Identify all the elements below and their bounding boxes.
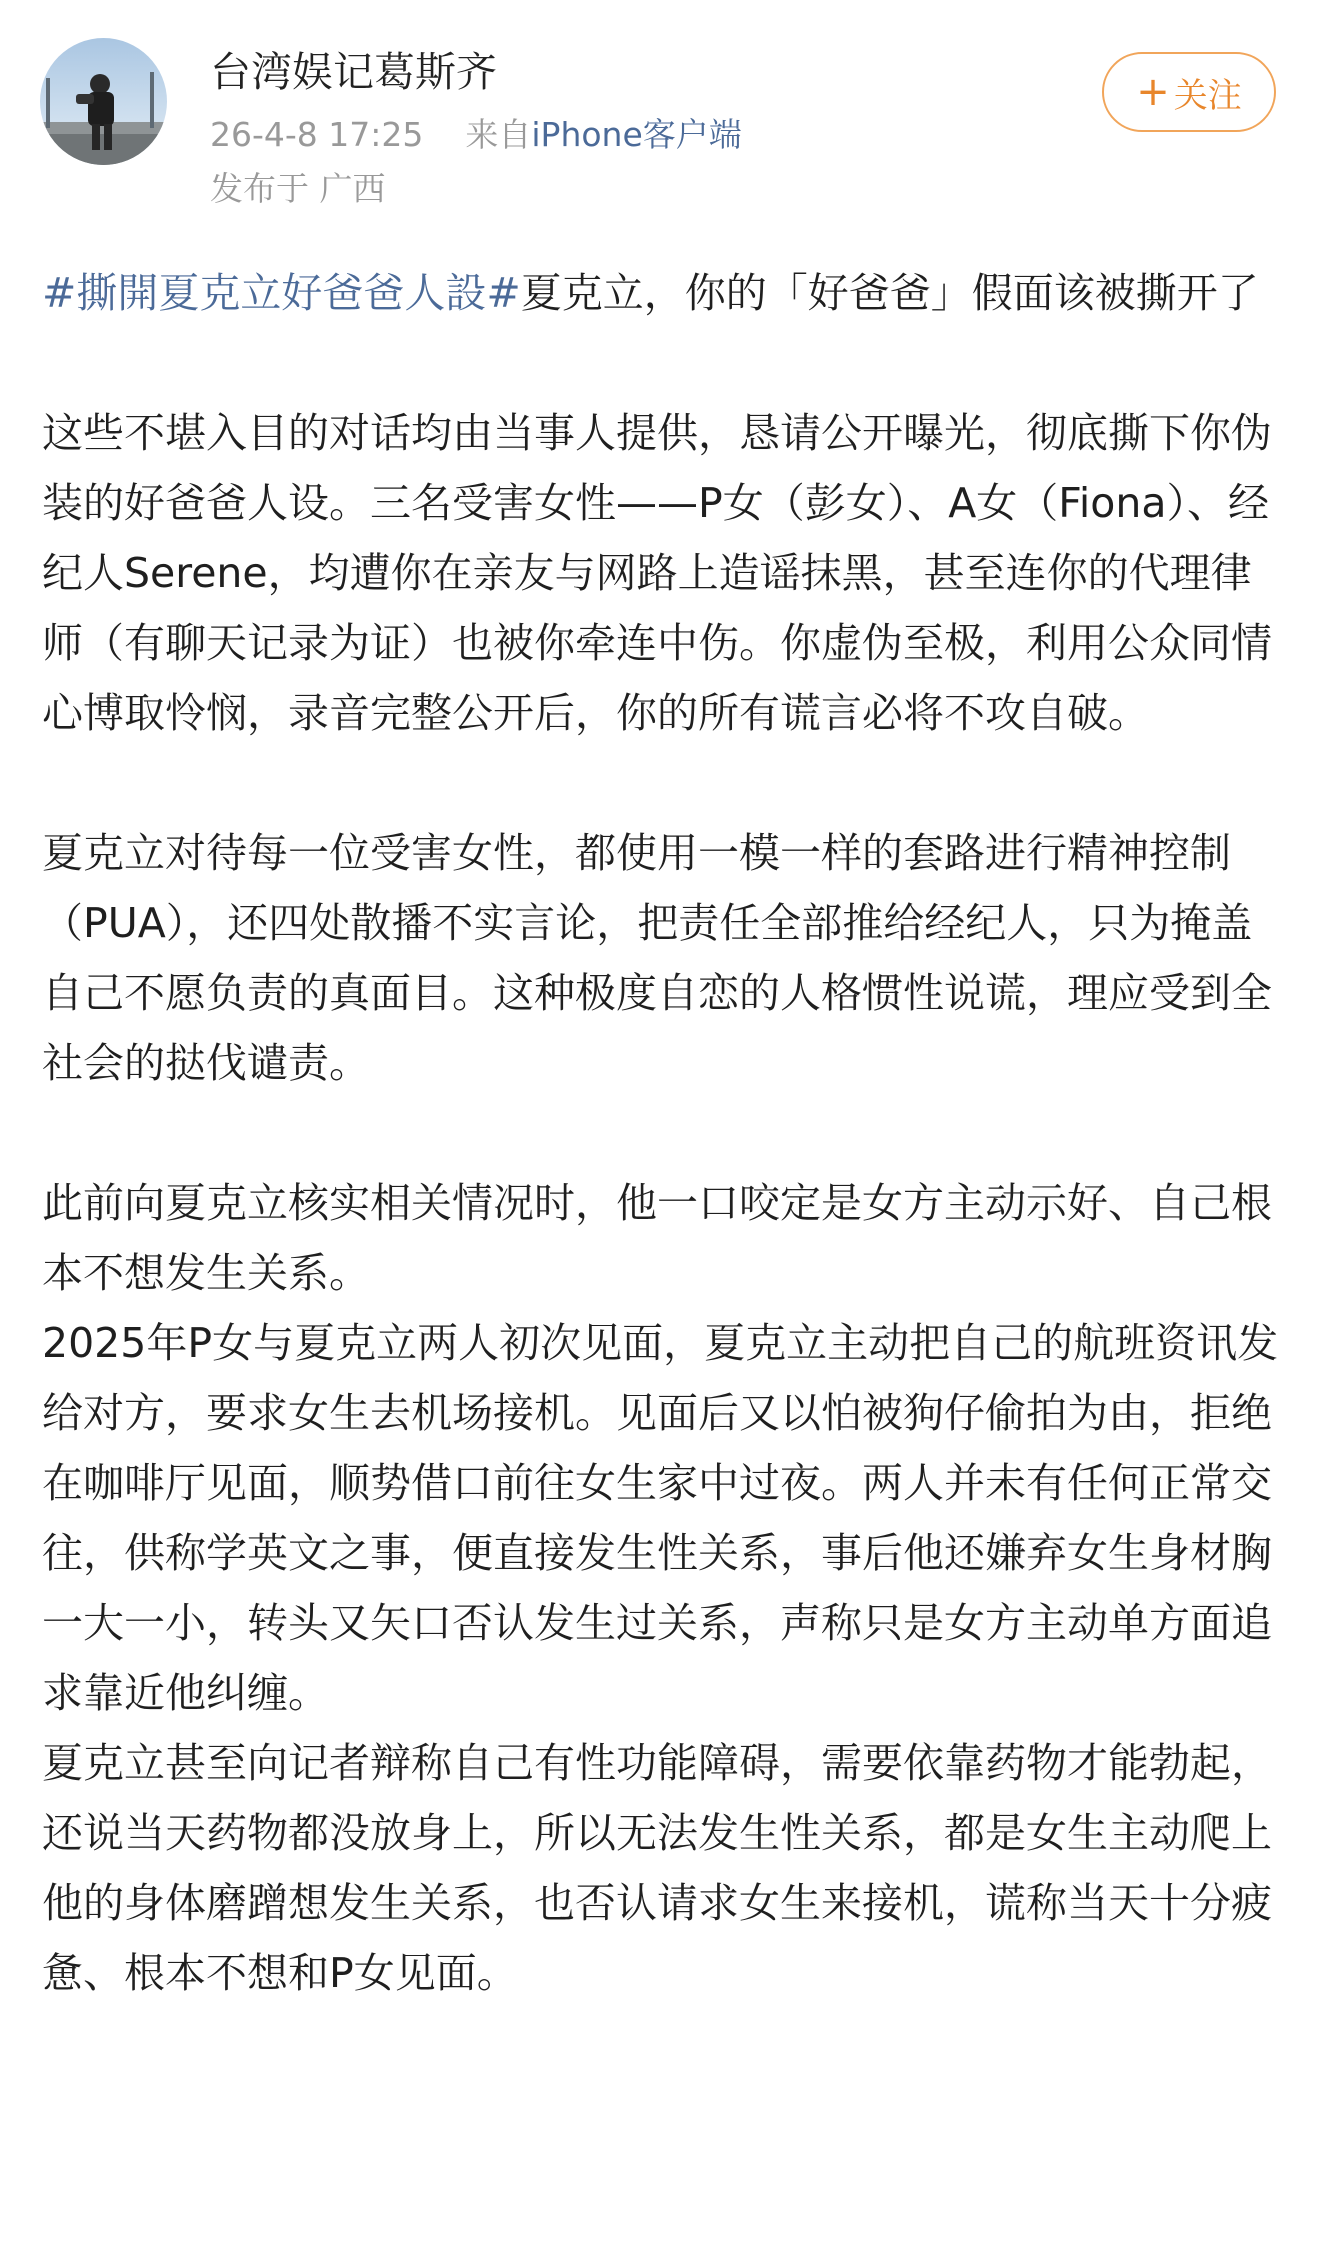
hashtag-link[interactable]: #撕開夏克立好爸爸人設#: [42, 269, 521, 317]
follow-button[interactable]: [1102, 52, 1276, 132]
source-link[interactable]: iPhone客户端: [531, 115, 742, 154]
post-paragraph: 此前向夏克立核实相关情况时，他一口咬定是女方主动示好、自己根本不想发生关系。: [42, 1179, 1272, 1297]
plus-icon: +: [1136, 69, 1170, 115]
post-title: [42, 258, 1282, 328]
post-paragraph: 夏克立对待每一位受害女性，都使用一模一样的套路进行精神控制（PUA），还四处散播不实言论，把责任全部推给经纪人，只为掩盖自己不愿负责的真面目。这种极度自恋的人格惯性说谎，理应受到全社会的挞伐谴责。: [42, 829, 1272, 1087]
post-paragraph: 2025年P女与夏克立两人初次见面，夏克立主动把自己的航班资讯发给对方，要求女生去机场接机。见面后又以怕被狗仔偷拍为由，拒绝在咖啡厅见面，顺势借口前往女生家中过夜。两人并未有任何正常交往，供称学英文之事，便直接发生性关系，事后他还嫌弃女生身材胸一大一小，转头又矢口否认发生过关系，声称只是女方主动单方面追求靠近他纠缠。: [42, 1319, 1279, 1717]
post-header: [0, 0, 1320, 220]
post-location: 发布于 广西: [210, 169, 386, 208]
username[interactable]: 台湾娱记葛斯齐: [210, 48, 497, 96]
source-prefix: 来自: [465, 115, 532, 154]
post-timestamp: 26-4-8 17:25: [210, 115, 424, 154]
avatar[interactable]: [40, 38, 167, 165]
follow-button-label: 关注: [1173, 75, 1242, 116]
post-body: [42, 258, 1282, 2008]
post-paragraph: 夏克立甚至向记者辩称自己有性功能障碍，需要依靠药物才能勃起，还说当天药物都没放身上，所以无法发生性关系，都是女生主动爬上他的身体磨蹭想发生关系，也否认请求女生来接机，谎称当天十分疲惫、根本不想和P女见面。: [42, 1739, 1272, 1997]
post-paragraph: 这些不堪入目的对话均由当事人提供，恳请公开曝光，彻底撕下你伪装的好爸爸人设。三名受害女性——P女（彭女）、A女（Fiona）、经纪人Serene，均遭你在亲友与网路上造谣抹黑，甚至连你的代理律师（有聊天记录为证）也被你牵连中伤。你虚伪至极，利用公众同情心博取怜悯，录音完整公开后，你的所有谎言必将不攻自破。: [42, 409, 1272, 737]
avatar-photo: [40, 38, 167, 165]
post-meta: [210, 112, 742, 158]
paragraph-gap: [42, 748, 1282, 818]
post-title-text: 夏克立，你的「好爸爸」假面该被撕开了: [520, 269, 1259, 317]
paragraph-gap: [42, 328, 1282, 398]
paragraph-gap: [42, 1098, 1282, 1168]
